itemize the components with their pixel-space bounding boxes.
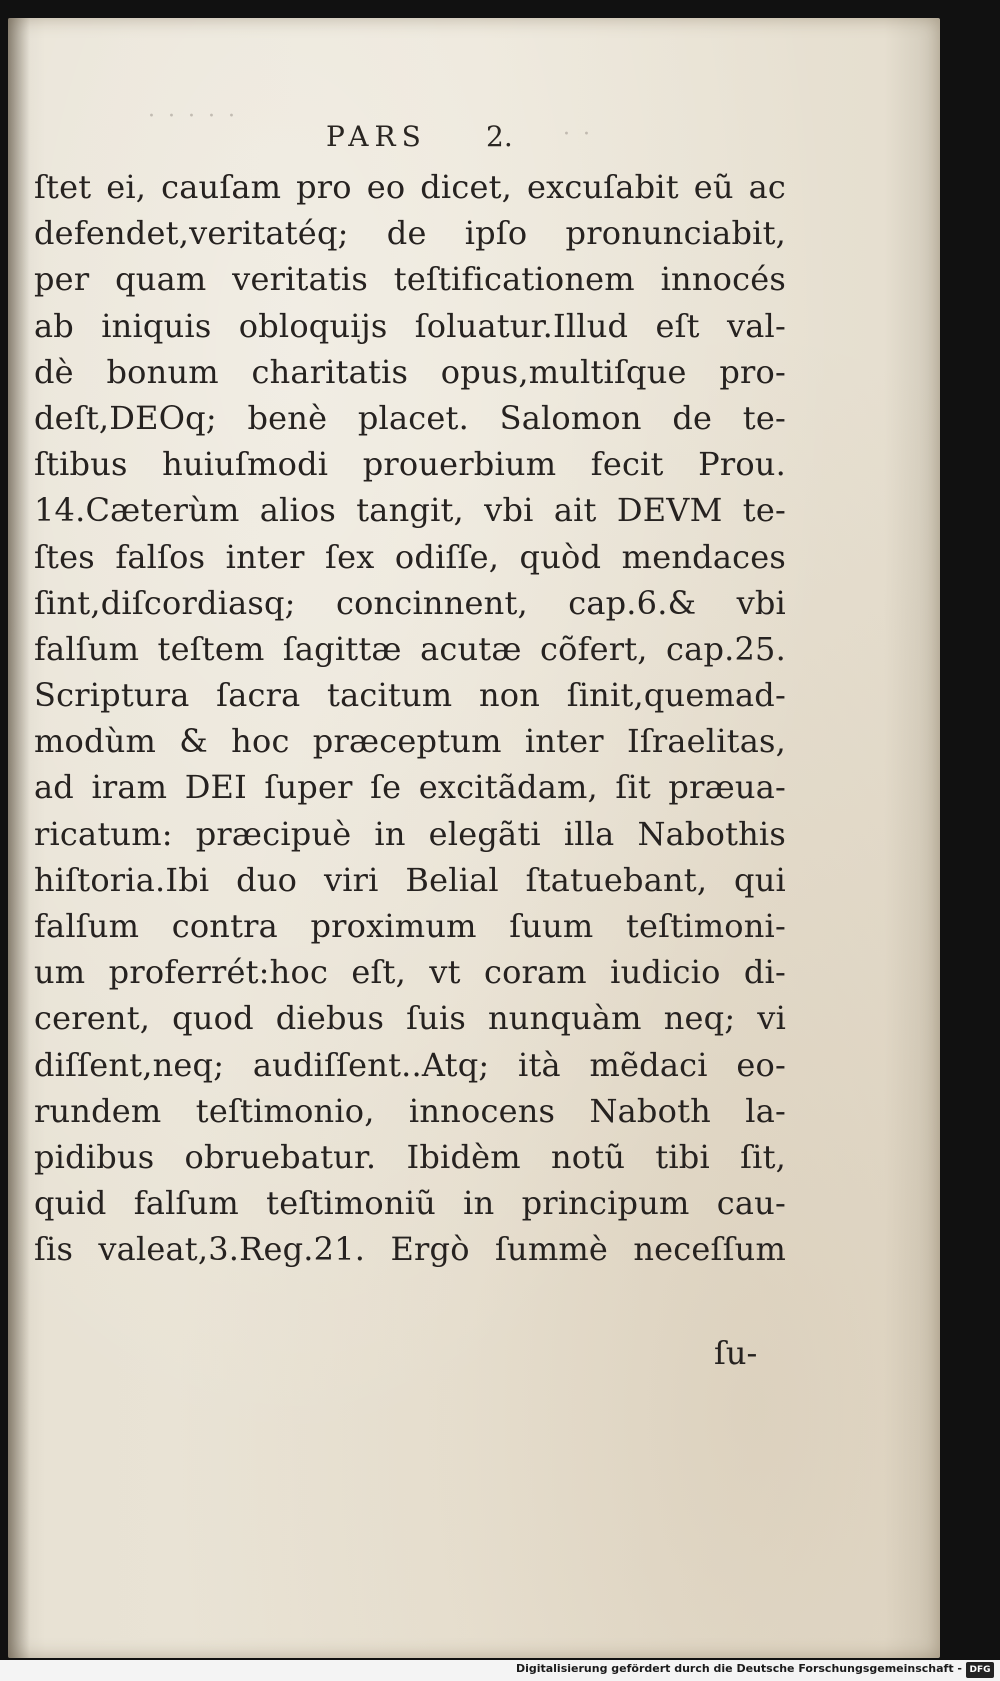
dfg-logo-icon: DFG <box>966 1662 994 1678</box>
text-line: diſſent,neq; audiſſent..Atq; ità mẽdaci eo- <box>34 1045 786 1084</box>
text-line: hiſtoria.Ibi duo viri Belial ſtatuebant, qui <box>34 860 786 899</box>
digitization-footer <box>0 1660 1000 1681</box>
text-line: 14.Cæterùm alios tangit, vbi ait DEVM te- <box>34 491 786 530</box>
text-line: falſum contra proximum ſuum teſtimoni- <box>34 907 786 945</box>
text-line: ſtibus huiuſmodi prouerbium fecit Prou. <box>34 445 786 484</box>
text-line: ad iram DEI ſuper ſe excitãdam, ſit præua- <box>34 768 786 807</box>
show-through-ink: · · · · · <box>148 104 238 129</box>
text-line: ab iniquis obloquijs ſoluatur.Illud eſt val- <box>34 306 786 345</box>
text-line: defendet,veritatéq; de ipſo pronunciabit, <box>34 214 786 253</box>
spine-shadow <box>8 18 30 1658</box>
text-line: falſum teſtem ſagittæ acutæ cõfert, cap.25. <box>34 629 786 668</box>
catchword: ſu- <box>714 1334 758 1372</box>
page-number: 2. <box>486 120 513 153</box>
show-through-ink: · · <box>563 122 593 147</box>
funding-credit: Digitalisierung gefördert durch die Deutsche Forschungsgemeinschaft - <box>515 1662 962 1675</box>
text-line: pidibus obruebatur. Ibidèm notũ tibi ſit, <box>34 1137 786 1176</box>
running-head: PARS <box>326 120 427 153</box>
text-line: um proferrét:hoc eſt, vt coram iudicio di- <box>34 953 786 992</box>
book-page <box>8 18 940 1658</box>
text-line: quid falſum teſtimoniũ in principum cau- <box>34 1184 786 1223</box>
text-line: ricatum: præcipuè in elegãti illa Nabothis <box>34 814 786 853</box>
text-line: ſtes falſos inter ſex odiſſe, quòd mendaces <box>34 537 786 576</box>
page-header <box>8 110 940 160</box>
text-line: ſtet ei, cauſam pro eo dicet, excuſabit eũ ac <box>34 168 786 206</box>
text-line: per quam veritatis teſtificationem innocés <box>34 260 786 299</box>
text-line: deſt,DEOq; benè placet. Salomon de te- <box>34 398 786 437</box>
text-line: ſint,diſcordiasq; concinnent, cap.6.& vbi <box>34 583 786 622</box>
text-line: rundem teſtimonio, innocens Naboth la- <box>34 1091 786 1130</box>
text-line: ſis valeat,3.Reg.21. Ergò ſummè neceſſum <box>34 1230 786 1269</box>
text-line: cerent, quod diebus ſuis nunquàm neq; vi <box>34 999 786 1038</box>
text-line: modùm & hoc præceptum inter Iſraelitas, <box>34 722 786 761</box>
text-line: Scriptura ſacra tacitum non ſinit,quemad- <box>34 676 786 715</box>
body-text <box>34 164 786 1273</box>
text-line: dè bonum charitatis opus,multiſque pro- <box>34 352 786 391</box>
